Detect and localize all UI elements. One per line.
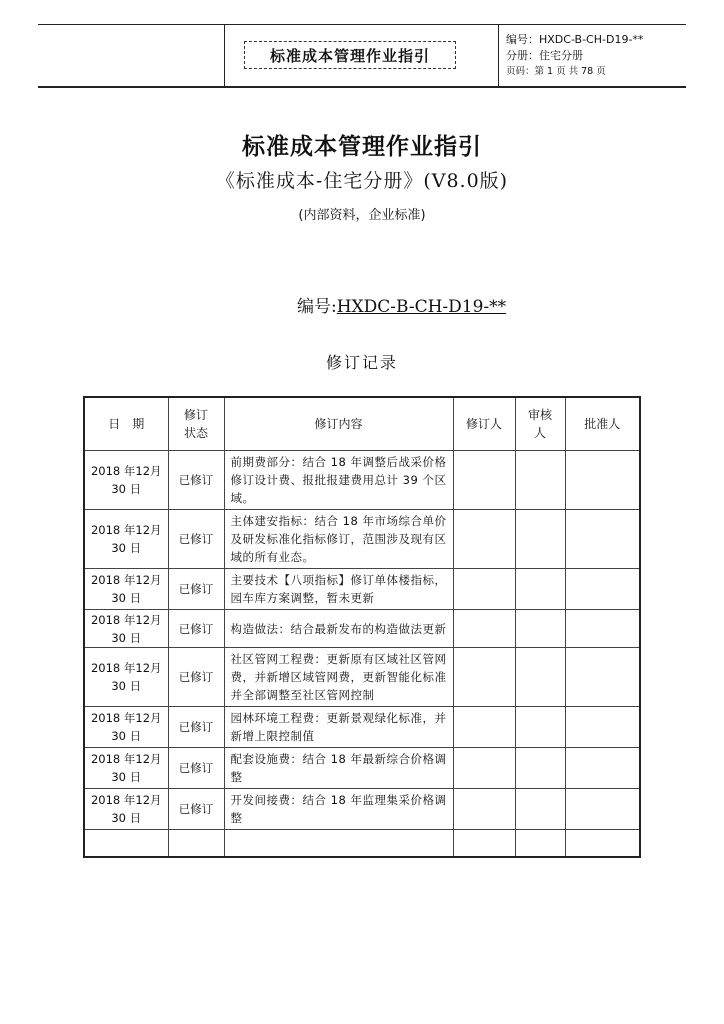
cell-date-line2: 30 日 [111, 729, 142, 743]
header-content: 修订内容 [224, 397, 453, 451]
cell-date-line2: 30 日 [111, 630, 142, 645]
cell-date-line1: 2018 年12月 [90, 612, 162, 627]
cell-approver [565, 451, 640, 510]
cell-approver [565, 789, 640, 830]
cell-status: 已修订 [168, 707, 224, 748]
cell-approver [565, 510, 640, 569]
header-auditor-line2: 人 [533, 426, 546, 440]
header-bottom-rule [38, 86, 686, 88]
cell-status: 已修订 [168, 648, 224, 707]
cell-date-line2: 30 日 [111, 770, 142, 784]
header-auditor [515, 397, 565, 451]
cell-status: 已修订 [168, 748, 224, 789]
cell-reviser [453, 789, 515, 830]
cell-approver [565, 610, 640, 648]
cell-empty [224, 830, 453, 858]
cell-reviser [453, 610, 515, 648]
header-status-line1: 修订 [183, 408, 208, 422]
cell-reviser [453, 510, 515, 569]
cell-date [84, 610, 168, 648]
header-date: 日 期 [84, 397, 168, 451]
header-doc-title: 标准成本管理作业指引 [244, 41, 456, 69]
revision-rows [84, 451, 640, 858]
cell-date [84, 748, 168, 789]
cell-content: 主体建安指标：结合 18 年市场综合单价及研发标准化指标修订，范围涉及现有区域的所有业态。 [224, 510, 453, 569]
cell-reviser [453, 451, 515, 510]
table-header-row [84, 397, 640, 451]
header-auditor-line1: 审核 [527, 408, 552, 422]
cover-code [297, 292, 506, 317]
cell-reviser [453, 748, 515, 789]
revision-title: 修订记录 [325, 353, 398, 372]
cell-auditor [515, 789, 565, 830]
cell-date [84, 569, 168, 610]
cell-status: 已修订 [168, 789, 224, 830]
cell-content: 主要技术【八项指标】修订单体楼指标，园车库方案调整，暂未更新 [224, 569, 453, 610]
table-row [84, 748, 640, 789]
table-row [84, 510, 640, 569]
cell-status: 已修订 [168, 610, 224, 648]
cell-content: 社区管网工程费：更新原有区域社区管网费，并新增区域管网费，更新智能化标准并全部调整至社区管网控制 [224, 648, 453, 707]
table-row [84, 610, 640, 648]
cover-note: (内部资料，企业标准) [298, 208, 426, 223]
cell-date-line1: 2018 年12月 [90, 752, 162, 766]
header-page: 页码：第 1 页 共 78 页 [506, 66, 606, 77]
cell-date-line2: 30 日 [111, 591, 142, 605]
cell-date-line1: 2018 年12月 [90, 711, 162, 725]
cell-empty [84, 830, 168, 858]
header-divider-right [498, 24, 499, 88]
header-info [506, 32, 643, 80]
header-reviser: 修订人 [453, 397, 515, 451]
cell-auditor [515, 610, 565, 648]
cover-title: 标准成本管理作业指引 [242, 134, 482, 160]
table-row [84, 569, 640, 610]
header-divider-left [224, 24, 225, 88]
revision-table [83, 396, 641, 858]
header-status [168, 397, 224, 451]
cell-reviser [453, 707, 515, 748]
cell-date-line1: 2018 年12月 [90, 793, 162, 807]
cell-date-line2: 30 日 [111, 541, 142, 555]
cover-subtitle: 《标准成本-住宅分册》(V8.0版) [215, 170, 509, 192]
cell-empty [168, 830, 224, 858]
cell-date [84, 510, 168, 569]
cell-date [84, 707, 168, 748]
page-header [38, 24, 686, 88]
table-row-empty [84, 830, 640, 858]
cell-reviser [453, 648, 515, 707]
table-row [84, 707, 640, 748]
cell-status: 已修订 [168, 451, 224, 510]
cell-auditor [515, 748, 565, 789]
cell-content: 园林环境工程费：更新景观绿化标准，并新增上限控制值 [224, 707, 453, 748]
cell-date-line2: 30 日 [111, 482, 142, 496]
cell-reviser [453, 569, 515, 610]
cell-approver [565, 569, 640, 610]
cell-date-line1: 2018 年12月 [90, 661, 162, 675]
cell-approver [565, 748, 640, 789]
table-row [84, 789, 640, 830]
cell-content: 开发间接费：结合 18 年监理集采价格调整 [224, 789, 453, 830]
cell-date-line1: 2018 年12月 [90, 523, 162, 537]
header-status-line2: 状态 [183, 426, 208, 440]
cell-approver [565, 707, 640, 748]
cell-empty [453, 830, 515, 858]
cell-date [84, 451, 168, 510]
cell-date-line2: 30 日 [111, 811, 142, 825]
header-volume: 分册：住宅分册 [506, 49, 583, 62]
cell-auditor [515, 707, 565, 748]
header-top-rule [38, 24, 686, 25]
cell-auditor [515, 510, 565, 569]
cell-date [84, 789, 168, 830]
header-approver: 批准人 [565, 397, 640, 451]
cell-date [84, 648, 168, 707]
cell-date-line2: 30 日 [111, 679, 142, 693]
cell-auditor [515, 451, 565, 510]
table-row [84, 451, 640, 510]
cell-empty [565, 830, 640, 858]
cell-approver [565, 648, 640, 707]
cell-status: 已修订 [168, 569, 224, 610]
cell-date-line1: 2018 年12月 [90, 464, 162, 478]
cover-code-label: 编号: [297, 297, 337, 317]
cell-status: 已修订 [168, 510, 224, 569]
cover-code-value: HXDC-B-CH-D19-** [336, 297, 507, 317]
header-code: 编号：HXDC-B-CH-D19-** [506, 33, 644, 46]
cell-date-line1: 2018 年12月 [90, 573, 162, 587]
cell-content: 构造做法：结合最新发布的构造做法更新 [224, 610, 453, 648]
cell-auditor [515, 569, 565, 610]
cell-auditor [515, 648, 565, 707]
cell-content: 配套设施费：结合 18 年最新综合价格调整 [224, 748, 453, 789]
cell-content: 前期费部分：结合 18 年调整后战采价格修订设计费、报批报建费用总计 39 个区域。 [224, 451, 453, 510]
cell-empty [515, 830, 565, 858]
table-row [84, 648, 640, 707]
